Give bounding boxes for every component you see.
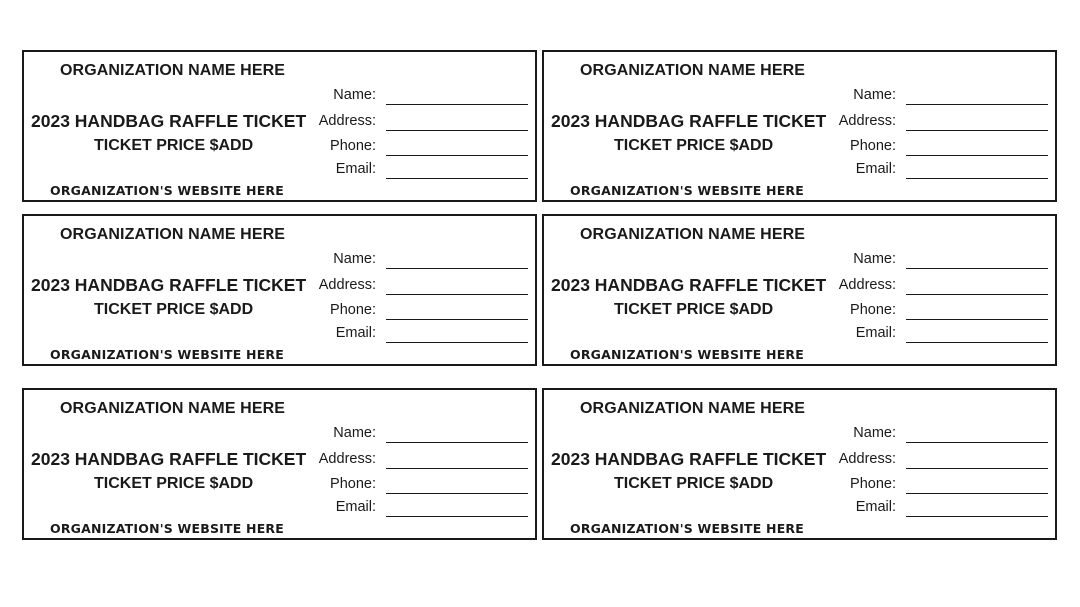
ticket-price: TICKET PRICE $ADD: [614, 301, 774, 318]
name-blank-line[interactable]: [386, 442, 528, 443]
name-blank-line[interactable]: [906, 442, 1048, 443]
name-field[interactable]: [804, 87, 1050, 107]
raffle-ticket: [542, 50, 1057, 202]
ticket-price: TICKET PRICE $ADD: [94, 301, 254, 318]
name-blank-line[interactable]: [386, 268, 528, 269]
phone-field[interactable]: [804, 476, 1050, 496]
address-blank-line[interactable]: [386, 294, 528, 295]
address-label: Address:: [318, 451, 376, 467]
address-blank-line[interactable]: [386, 468, 528, 469]
email-blank-line[interactable]: [386, 342, 528, 343]
address-blank-line[interactable]: [906, 130, 1048, 131]
name-blank-line[interactable]: [906, 268, 1048, 269]
email-label: Email:: [335, 325, 376, 341]
address-field[interactable]: [804, 451, 1050, 471]
name-label: Name:: [333, 87, 376, 103]
name-label: Name:: [333, 425, 376, 441]
address-blank-line[interactable]: [906, 294, 1048, 295]
organization-website: ORGANIZATION'S WEBSITE HERE: [570, 347, 805, 362]
email-label: Email:: [335, 499, 376, 515]
raffle-ticket: [542, 214, 1057, 366]
email-field[interactable]: [804, 161, 1050, 181]
organization-website: ORGANIZATION'S WEBSITE HERE: [50, 183, 285, 198]
address-label: Address:: [838, 451, 896, 467]
address-field[interactable]: [804, 277, 1050, 297]
phone-field[interactable]: [284, 476, 530, 496]
raffle-ticket: [22, 388, 537, 540]
phone-blank-line[interactable]: [386, 155, 528, 156]
name-field[interactable]: [284, 251, 530, 271]
phone-blank-line[interactable]: [906, 155, 1048, 156]
ticket-title: 2023 HANDBAG RAFFLE TICKET: [31, 449, 307, 469]
phone-blank-line[interactable]: [386, 319, 528, 320]
phone-blank-line[interactable]: [906, 319, 1048, 320]
ticket-price: TICKET PRICE $ADD: [614, 475, 774, 492]
organization-website: ORGANIZATION'S WEBSITE HERE: [50, 521, 285, 536]
address-field[interactable]: [284, 277, 530, 297]
name-blank-line[interactable]: [906, 104, 1048, 105]
email-label: Email:: [855, 325, 896, 341]
phone-field[interactable]: [804, 302, 1050, 322]
email-label: Email:: [335, 161, 376, 177]
address-label: Address:: [838, 113, 896, 129]
address-field[interactable]: [284, 113, 530, 133]
email-blank-line[interactable]: [906, 178, 1048, 179]
ticket-price: TICKET PRICE $ADD: [614, 137, 774, 154]
ticket-title: 2023 HANDBAG RAFFLE TICKET: [551, 449, 827, 469]
address-field[interactable]: [804, 113, 1050, 133]
email-blank-line[interactable]: [386, 178, 528, 179]
raffle-ticket: [542, 388, 1057, 540]
phone-label: Phone:: [330, 302, 376, 318]
ticket-price: TICKET PRICE $ADD: [94, 137, 254, 154]
phone-field[interactable]: [284, 138, 530, 158]
organization-name: ORGANIZATION NAME HERE: [580, 62, 806, 79]
ticket-title: 2023 HANDBAG RAFFLE TICKET: [551, 275, 827, 295]
name-label: Name:: [853, 425, 896, 441]
name-blank-line[interactable]: [386, 104, 528, 105]
address-label: Address:: [318, 277, 376, 293]
email-blank-line[interactable]: [906, 342, 1048, 343]
phone-label: Phone:: [850, 138, 896, 154]
email-field[interactable]: [284, 499, 530, 519]
email-label: Email:: [855, 499, 896, 515]
organization-name: ORGANIZATION NAME HERE: [580, 400, 806, 417]
phone-label: Phone:: [330, 476, 376, 492]
phone-field[interactable]: [284, 302, 530, 322]
address-field[interactable]: [284, 451, 530, 471]
name-label: Name:: [853, 87, 896, 103]
name-field[interactable]: [284, 87, 530, 107]
raffle-ticket: [22, 50, 537, 202]
email-field[interactable]: [284, 161, 530, 181]
name-field[interactable]: [804, 425, 1050, 445]
phone-field[interactable]: [804, 138, 1050, 158]
address-blank-line[interactable]: [906, 468, 1048, 469]
ticket-title: 2023 HANDBAG RAFFLE TICKET: [31, 275, 307, 295]
address-label: Address:: [838, 277, 896, 293]
email-label: Email:: [855, 161, 896, 177]
address-blank-line[interactable]: [386, 130, 528, 131]
ticket-title: 2023 HANDBAG RAFFLE TICKET: [31, 111, 307, 131]
email-field[interactable]: [804, 499, 1050, 519]
email-blank-line[interactable]: [906, 516, 1048, 517]
organization-name: ORGANIZATION NAME HERE: [60, 62, 286, 79]
ticket-title: 2023 HANDBAG RAFFLE TICKET: [551, 111, 827, 131]
address-label: Address:: [318, 113, 376, 129]
name-label: Name:: [333, 251, 376, 267]
phone-label: Phone:: [850, 476, 896, 492]
organization-name: ORGANIZATION NAME HERE: [60, 226, 286, 243]
email-field[interactable]: [804, 325, 1050, 345]
name-field[interactable]: [804, 251, 1050, 271]
name-field[interactable]: [284, 425, 530, 445]
organization-website: ORGANIZATION'S WEBSITE HERE: [50, 347, 285, 362]
phone-blank-line[interactable]: [906, 493, 1048, 494]
ticket-price: TICKET PRICE $ADD: [94, 475, 254, 492]
name-label: Name:: [853, 251, 896, 267]
phone-blank-line[interactable]: [386, 493, 528, 494]
raffle-ticket: [22, 214, 537, 366]
organization-name: ORGANIZATION NAME HERE: [60, 400, 286, 417]
phone-label: Phone:: [850, 302, 896, 318]
email-blank-line[interactable]: [386, 516, 528, 517]
organization-website: ORGANIZATION'S WEBSITE HERE: [570, 183, 805, 198]
organization-name: ORGANIZATION NAME HERE: [580, 226, 806, 243]
email-field[interactable]: [284, 325, 530, 345]
phone-label: Phone:: [330, 138, 376, 154]
organization-website: ORGANIZATION'S WEBSITE HERE: [570, 521, 805, 536]
